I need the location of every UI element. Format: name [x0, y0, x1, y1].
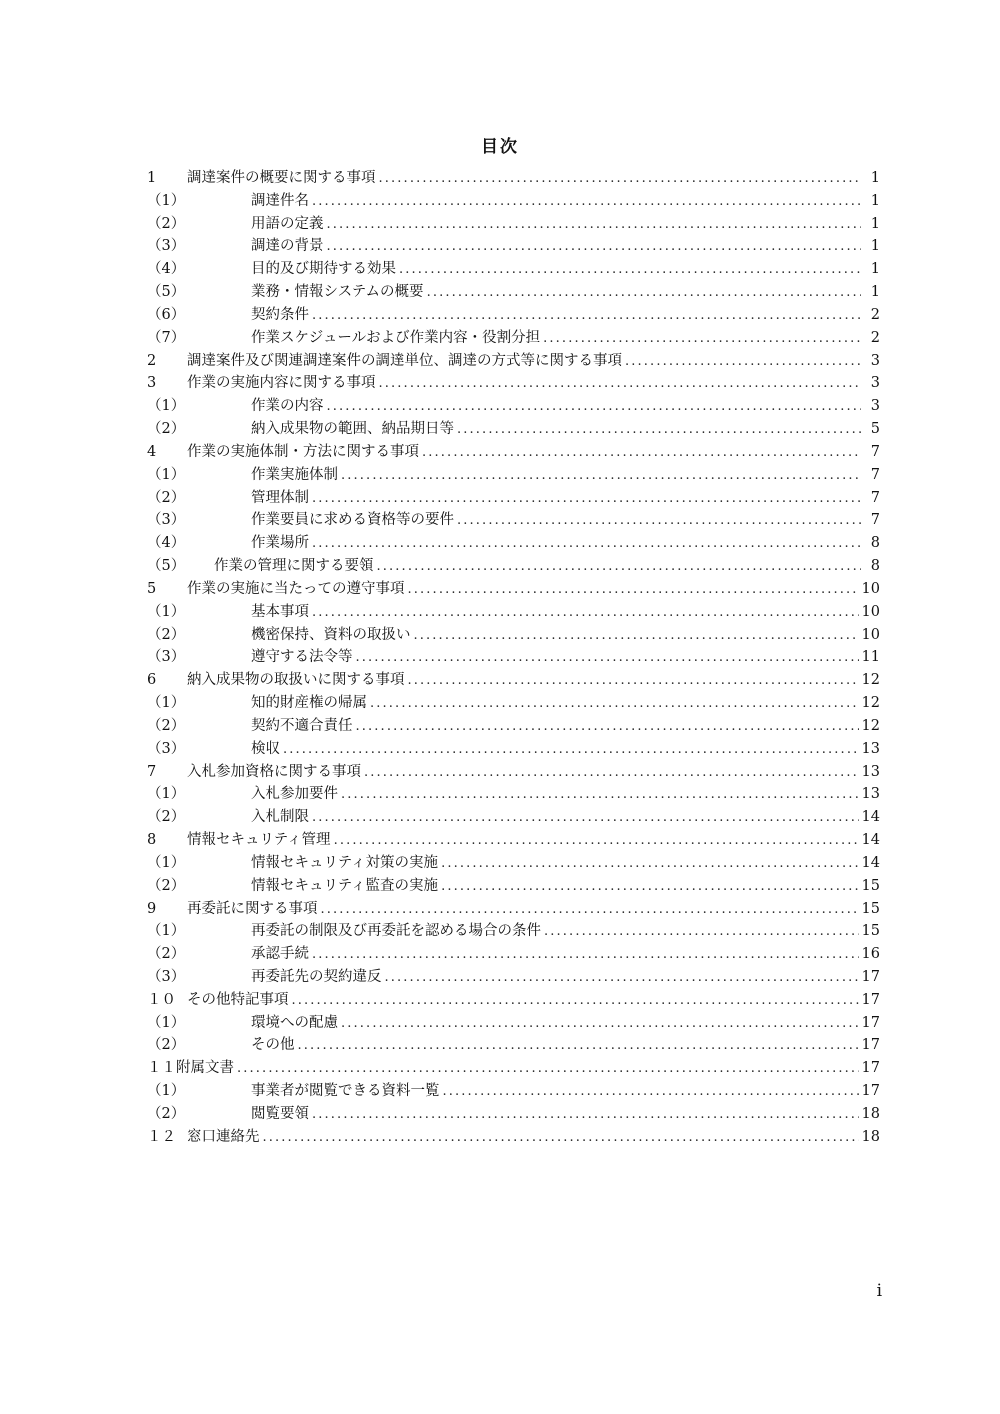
toc-entry-number: （1） — [147, 603, 186, 620]
toc-entry-title: 環境への配慮 — [251, 1014, 338, 1031]
toc-dot-leader — [356, 716, 859, 738]
toc-dot-leader — [312, 488, 861, 510]
toc-dot-leader — [441, 853, 858, 875]
toc-entry-page: 7 — [870, 512, 880, 529]
toc-dot-leader — [327, 236, 862, 258]
toc-entry-page: 17 — [861, 1037, 880, 1054]
toc-entry-number: （3） — [147, 740, 186, 757]
toc-entry-page: 5 — [870, 421, 880, 438]
toc-dot-leader — [379, 168, 862, 190]
toc-entry-number: （2） — [147, 421, 186, 438]
toc-dot-leader — [292, 990, 859, 1012]
toc-entry-title: 情報セキュリティ管理 — [187, 832, 331, 849]
toc-entry-page: 1 — [870, 192, 880, 209]
toc-dot-leader — [263, 1127, 859, 1149]
toc-entry-page: 8 — [870, 558, 880, 575]
toc-entry[interactable] — [147, 898, 880, 921]
toc-entry[interactable] — [147, 235, 880, 258]
toc-entry-title: 知的財産権の帰属 — [251, 695, 367, 712]
toc-dot-leader — [327, 214, 862, 236]
toc-entry-page: 1 — [870, 170, 880, 186]
toc-entry[interactable] — [147, 281, 880, 304]
toc-entry[interactable] — [147, 1012, 880, 1035]
toc-entry-number: （3） — [147, 968, 186, 985]
toc-entry-page: 10 — [861, 626, 880, 643]
toc-dot-leader — [457, 419, 861, 441]
toc-dot-leader — [443, 1081, 859, 1103]
toc-entry-number: （1） — [147, 1083, 186, 1100]
toc-entry[interactable] — [147, 989, 880, 1012]
toc-entry-page: 10 — [861, 580, 880, 597]
toc-entry-title: 調達案件及び関連調達案件の調達単位、調達の方式等に関する事項 — [187, 352, 622, 369]
toc-entry[interactable] — [147, 966, 880, 989]
toc-entry-title: 基本事項 — [251, 603, 309, 620]
toc-dot-leader — [408, 670, 859, 692]
toc-entry-title: 調達の背景 — [251, 238, 324, 255]
toc-entry-title: 作業の内容 — [251, 398, 324, 415]
toc-entry-page: 17 — [861, 1060, 880, 1077]
toc-entry-title: 作業要員に求める資格等の要件 — [251, 512, 454, 529]
toc-entry-page: 11 — [861, 649, 880, 666]
toc-dot-leader — [385, 967, 859, 989]
toc-entry-page: 14 — [861, 854, 880, 871]
toc-entry-page: 13 — [861, 786, 880, 803]
toc-dot-leader — [544, 921, 859, 943]
toc-entry-page: 13 — [861, 740, 880, 757]
toc-entry[interactable] — [147, 509, 880, 532]
toc-entry[interactable] — [147, 761, 880, 784]
toc-entry-number: （2） — [147, 877, 186, 894]
toc-dot-leader — [457, 510, 861, 532]
toc-entry-title: 作業場所 — [251, 535, 309, 552]
toc-entry-title: 附属文書 — [176, 1060, 234, 1077]
toc-entry-title: その他特記事項 — [187, 991, 289, 1008]
toc-entry-page: 12 — [861, 672, 880, 689]
toc-dot-leader — [379, 373, 862, 395]
toc-dot-leader — [334, 830, 859, 852]
toc-entry[interactable] — [147, 669, 880, 692]
toc-dot-leader — [341, 1013, 859, 1035]
toc-entry-number: （1） — [147, 923, 186, 940]
toc-dot-leader — [399, 259, 861, 281]
toc-entry-title: 契約不適合責任 — [251, 717, 353, 734]
toc-entry-number: １１ — [147, 1060, 176, 1077]
toc-entry[interactable] — [147, 1126, 880, 1149]
toc-entry-title: 再委託先の契約違反 — [251, 968, 382, 985]
toc-entry-number: （1） — [147, 398, 186, 415]
toc-entry-number: （4） — [147, 535, 186, 552]
toc-entry[interactable] — [147, 167, 880, 190]
toc-entry-number: （3） — [147, 238, 186, 255]
toc-dot-leader — [364, 762, 859, 784]
toc-entry[interactable] — [147, 624, 880, 647]
toc-entry-page: 12 — [861, 717, 880, 734]
toc-entry[interactable] — [147, 258, 880, 281]
toc-entry-number: （1） — [147, 786, 186, 803]
toc-entry[interactable] — [147, 829, 880, 852]
toc-entry-title: 納入成果物の取扱いに関する事項 — [187, 672, 405, 689]
toc-entry-page: 14 — [861, 832, 880, 849]
toc-entry[interactable] — [147, 304, 880, 327]
toc-entry-title: 作業スケジュールおよび作業内容・役割分担 — [251, 329, 541, 346]
toc-entry[interactable] — [147, 783, 880, 806]
toc-entry-title: 目的及び期待する効果 — [251, 261, 396, 278]
toc-entry-title: 作業の実施体制・方法に関する事項 — [187, 443, 419, 460]
toc-entry[interactable] — [147, 738, 880, 761]
toc-dot-leader — [625, 351, 861, 373]
toc-entry[interactable] — [147, 1034, 880, 1057]
toc-dot-leader — [312, 533, 861, 555]
table-of-contents — [147, 167, 880, 1149]
toc-entry-page: 1 — [870, 284, 880, 301]
toc-entry-title: 作業の実施内容に関する事項 — [187, 375, 376, 392]
toc-entry-page: 7 — [870, 466, 880, 483]
toc-entry[interactable] — [147, 190, 880, 213]
toc-entry-page: 14 — [861, 809, 880, 826]
toc-dot-leader — [441, 876, 858, 898]
toc-entry-title: 窓口連絡先 — [187, 1128, 260, 1145]
toc-entry-page: 15 — [861, 923, 880, 940]
toc-entry-number: 8 — [147, 832, 157, 849]
toc-entry-title: 遵守する法令等 — [251, 649, 353, 666]
toc-entry[interactable] — [147, 943, 880, 966]
toc-entry[interactable] — [147, 395, 880, 418]
toc-entry-title: 納入成果物の範囲、納品期日等 — [251, 421, 454, 438]
toc-dot-leader — [543, 328, 861, 350]
toc-entry-number: （5） — [147, 558, 186, 575]
toc-entry-number: （2） — [147, 946, 186, 963]
toc-entry[interactable] — [147, 350, 880, 373]
toc-entry[interactable] — [147, 692, 880, 715]
toc-entry-page: 13 — [861, 763, 880, 780]
toc-entry-number: （2） — [147, 1037, 186, 1054]
toc-entry-number: （1） — [147, 695, 186, 712]
toc-entry[interactable] — [147, 532, 880, 555]
toc-entry-page: 8 — [870, 535, 880, 552]
toc-entry-number: （7） — [147, 329, 186, 346]
toc-dot-leader — [312, 602, 859, 624]
toc-entry-page: 1 — [870, 238, 880, 255]
toc-entry-number: （1） — [147, 466, 186, 483]
toc-entry-title: 作業実施体制 — [251, 466, 338, 483]
toc-entry-title: 調達件名 — [251, 192, 309, 209]
toc-entry-page: 12 — [861, 695, 880, 712]
toc-entry-title: 閲覧要領 — [251, 1105, 309, 1122]
toc-dot-leader — [356, 647, 859, 669]
toc-entry-title: 作業の管理に関する要領 — [214, 558, 374, 575]
toc-entry[interactable] — [147, 487, 880, 510]
toc-entry[interactable] — [147, 555, 880, 578]
toc-entry-title: 入札制限 — [251, 809, 309, 826]
toc-entry-number: （2） — [147, 489, 186, 506]
toc-dot-leader — [422, 442, 861, 464]
toc-dot-leader — [312, 944, 859, 966]
toc-entry-page: 1 — [870, 261, 880, 278]
toc-dot-leader — [377, 556, 862, 578]
toc-dot-leader — [283, 739, 859, 761]
toc-entry-title: その他 — [251, 1037, 295, 1054]
toc-dot-leader — [408, 579, 859, 601]
toc-entry-page: 3 — [870, 352, 880, 369]
toc-entry-title: 入札参加要件 — [251, 786, 338, 803]
toc-dot-leader — [370, 693, 859, 715]
toc-entry-page: 18 — [861, 1128, 880, 1145]
toc-entry-number: （1） — [147, 854, 186, 871]
toc-entry[interactable] — [147, 806, 880, 829]
toc-entry-number: （4） — [147, 261, 186, 278]
toc-entry-page: 17 — [861, 968, 880, 985]
document-title: 目次 — [481, 137, 519, 158]
toc-entry[interactable] — [147, 1080, 880, 1103]
toc-entry-page: 17 — [861, 991, 880, 1008]
toc-dot-leader — [237, 1058, 859, 1080]
toc-dot-leader — [312, 191, 861, 213]
toc-entry-page: 15 — [861, 900, 880, 917]
toc-entry-title: 作業の実施に当たっての遵守事項 — [187, 580, 405, 597]
toc-entry-title: 再委託の制限及び再委託を認める場合の条件 — [251, 923, 541, 940]
toc-entry[interactable] — [147, 601, 880, 624]
toc-entry-page: 7 — [870, 489, 880, 506]
toc-entry[interactable] — [147, 715, 880, 738]
toc-entry-page: 3 — [870, 398, 880, 415]
toc-entry[interactable] — [147, 875, 880, 898]
toc-entry-number: （5） — [147, 284, 186, 301]
toc-entry[interactable] — [147, 441, 880, 464]
toc-dot-leader — [341, 784, 859, 806]
toc-entry-page: 2 — [870, 329, 880, 346]
toc-entry[interactable] — [147, 213, 880, 236]
toc-entry-number: （2） — [147, 215, 186, 232]
toc-entry-page: 17 — [861, 1014, 880, 1031]
toc-entry-number: 2 — [147, 352, 157, 369]
toc-entry-number: 9 — [147, 900, 157, 917]
toc-dot-leader — [341, 465, 861, 487]
toc-dot-leader — [414, 625, 859, 647]
toc-entry-title: 用語の定義 — [251, 215, 324, 232]
toc-dot-leader — [321, 899, 859, 921]
toc-entry-title: 業務・情報システムの概要 — [251, 284, 424, 301]
toc-entry-number: 1 — [147, 170, 157, 186]
toc-entry-title: 事業者が閲覧できる資料一覧 — [251, 1083, 440, 1100]
toc-entry-title: 検収 — [251, 740, 280, 757]
toc-dot-leader — [312, 305, 861, 327]
toc-entry-title: 管理体制 — [251, 489, 309, 506]
toc-entry[interactable] — [147, 578, 880, 601]
toc-entry-number: 3 — [147, 375, 157, 392]
toc-entry-page: 3 — [870, 375, 880, 392]
toc-entry-number: （2） — [147, 626, 186, 643]
toc-entry-number: （2） — [147, 1105, 186, 1122]
toc-entry-page: 1 — [870, 215, 880, 232]
page-number: i — [876, 1281, 882, 1301]
toc-dot-leader — [298, 1035, 859, 1057]
toc-entry-number: １０ — [147, 991, 176, 1008]
toc-entry[interactable] — [147, 920, 880, 943]
toc-entry-page: 7 — [870, 443, 880, 460]
toc-entry-number: （6） — [147, 306, 186, 323]
toc-entry-number: （2） — [147, 717, 186, 734]
toc-entry-title: 調達案件の概要に関する事項 — [187, 170, 376, 186]
toc-entry-title: 情報セキュリティ対策の実施 — [251, 854, 439, 871]
toc-entry-number: １２ — [147, 1128, 176, 1145]
toc-entry-title: 承認手続 — [251, 946, 309, 963]
toc-entry[interactable] — [147, 1103, 880, 1126]
toc-entry[interactable] — [147, 852, 880, 875]
toc-dot-leader — [427, 282, 861, 304]
toc-dot-leader — [312, 1104, 859, 1126]
toc-entry-number: 7 — [147, 763, 157, 780]
toc-entry-number: （3） — [147, 649, 186, 666]
toc-entry[interactable] — [147, 418, 880, 441]
toc-entry-number: （3） — [147, 512, 186, 529]
toc-dot-leader — [312, 807, 859, 829]
toc-entry-page: 2 — [870, 306, 880, 323]
toc-entry-title: 契約条件 — [251, 306, 309, 323]
toc-entry[interactable] — [147, 646, 880, 669]
toc-entry-title: 機密保持、資料の取扱い — [251, 626, 411, 643]
toc-entry-page: 15 — [861, 877, 880, 894]
toc-entry-number: 4 — [147, 443, 157, 460]
toc-entry[interactable] — [147, 327, 880, 350]
toc-entry-number: 5 — [147, 580, 157, 597]
toc-entry-title: 再委託に関する事項 — [187, 900, 318, 917]
toc-entry-number: （1） — [147, 1014, 186, 1031]
toc-entry-number: 6 — [147, 672, 157, 689]
toc-entry-page: 16 — [861, 946, 880, 963]
toc-entry-page: 18 — [861, 1105, 880, 1122]
toc-entry-page: 10 — [861, 603, 880, 620]
toc-entry[interactable] — [147, 1057, 880, 1080]
toc-dot-leader — [327, 396, 862, 418]
toc-entry[interactable] — [147, 372, 880, 395]
toc-entry-number: （2） — [147, 809, 186, 826]
toc-entry[interactable] — [147, 464, 880, 487]
toc-entry-page: 17 — [861, 1083, 880, 1100]
toc-entry-title: 入札参加資格に関する事項 — [187, 763, 361, 780]
toc-entry-number: （1） — [147, 192, 186, 209]
toc-entry-title: 情報セキュリティ監査の実施 — [251, 877, 439, 894]
